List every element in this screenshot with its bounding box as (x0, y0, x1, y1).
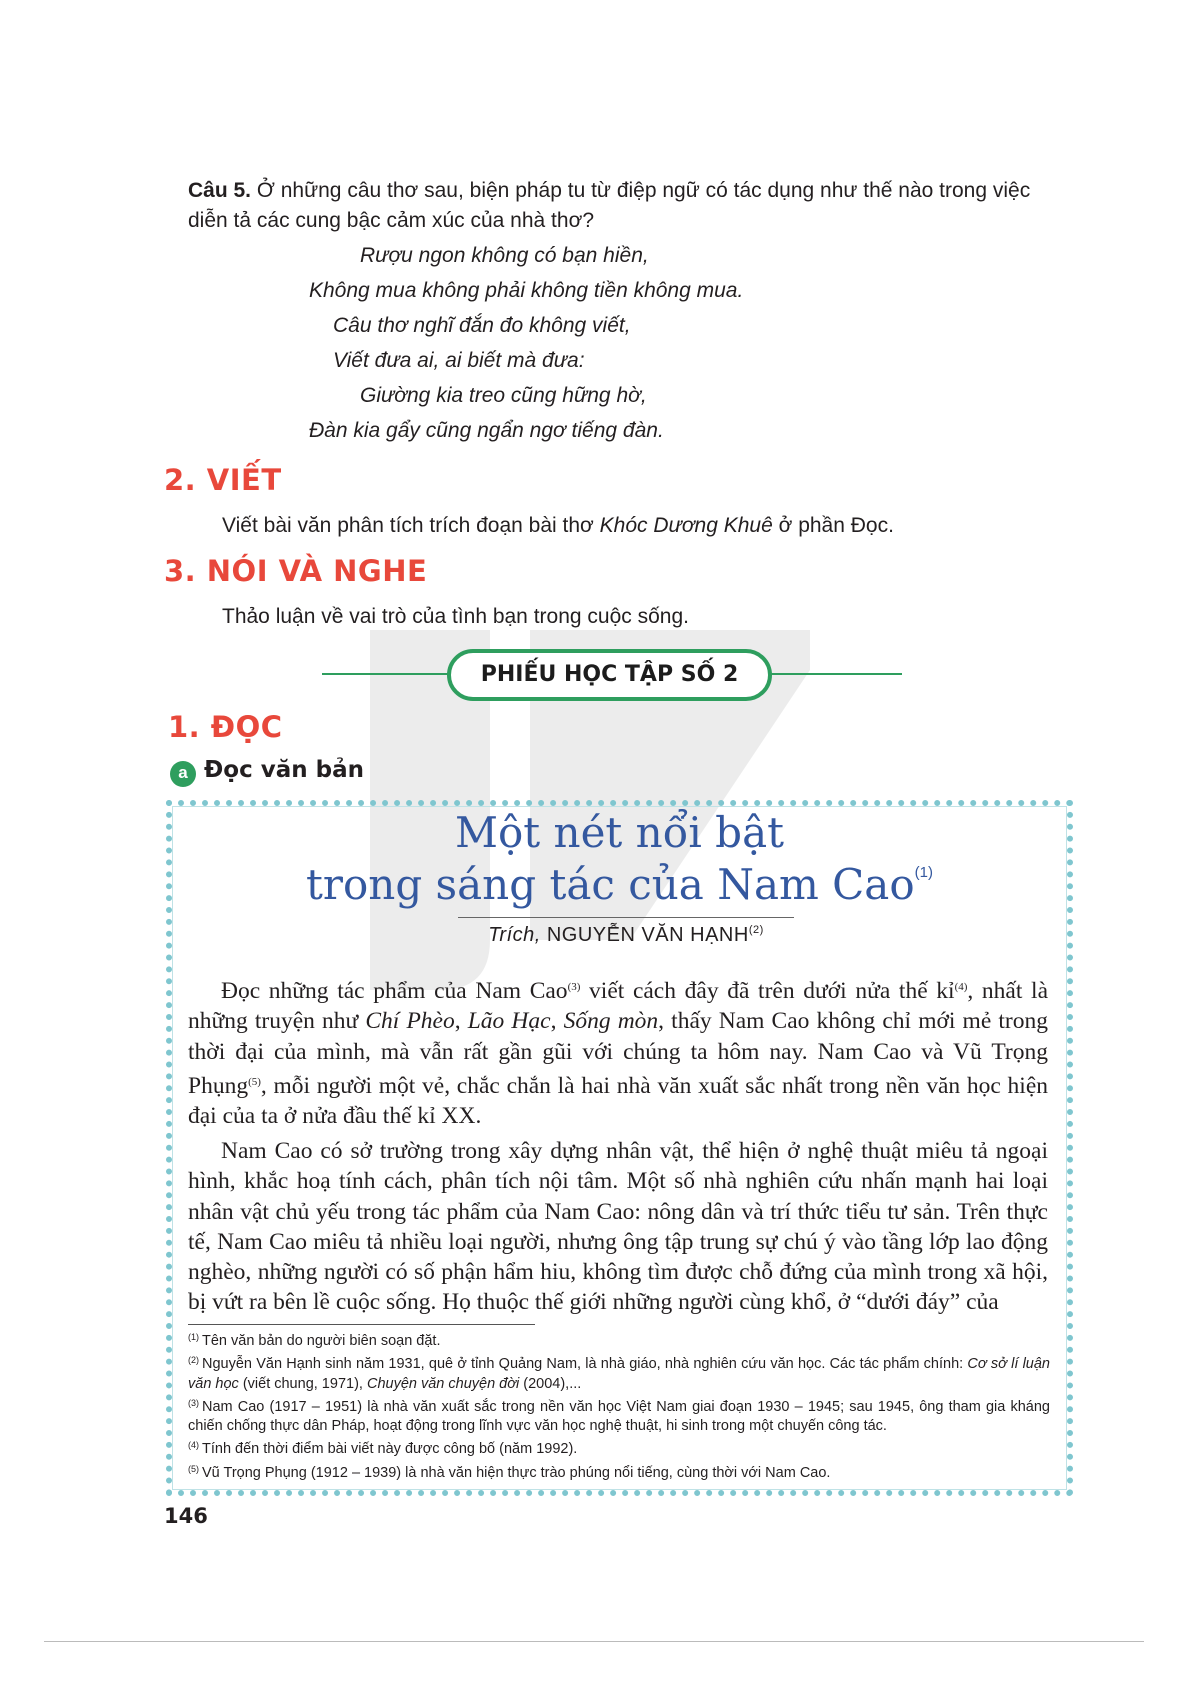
worksheet-banner: PHIẾU HỌC TẬP SỐ 2 (447, 649, 772, 701)
question-5-label: Câu 5. (188, 179, 252, 202)
work-title: Lão Hạc (467, 1008, 551, 1035)
footnote-ref: (1) (914, 864, 933, 881)
section-title-noi-va-nghe: 3. NÓI VÀ NGHE (164, 554, 428, 588)
footnote-3: $^{(3)}$ Nam Cao (1917 – 1951) là nhà văn xuất sắc trong nền văn học Việt Nam giai đoạn 1930 – 1945; sau 1945, ông tham gia kháng chiến chống thực dân Pháp, hoạt động trong lĩnh vực văn học nghệ thuật, hi sinh trong một chuyến công tác. (188, 1397, 1050, 1435)
footnote-2: $^{(2)}$ Nguyễn Văn Hạnh sinh năm 1931, quê ở tỉnh Quảng Nam, là nhà giáo, nhà nghiên cứu văn học. Các tác phẩm chính: Cơ sở lí luận văn học (viết chung, 1971), Chuyện văn chuyện đời (2004),... (188, 1355, 1050, 1392)
footnotes (188, 1328, 1050, 1483)
author-rule (458, 917, 794, 918)
work-title: Chí Phèo (365, 1008, 455, 1035)
subsection-heading: Đọc văn bản (204, 757, 364, 783)
poem-line: Giường kia treo cũng hững hờ, (360, 384, 647, 407)
footnote-5: $^{(5)}$ Vũ Trọng Phụng (1912 – 1939) là nhà văn hiện thực trào phúng nổi tiếng, cùng thời với Nam Cao. (188, 1463, 831, 1481)
poem-line: Đàn kia gẩy cũng ngẩn ngơ tiếng đàn. (309, 419, 664, 442)
writing-task-text: Viết bài văn phân tích trích đoạn bài thơ (222, 514, 600, 537)
poem-line: Không mua không phải không tiền không mua. (309, 279, 744, 302)
work-title: Sống mòn (563, 1008, 659, 1035)
writing-task-text-end: ở phần Đọc. (772, 514, 894, 537)
article-author (458, 924, 794, 947)
question-5 (188, 176, 1068, 236)
footnote-ref: (3) (567, 981, 581, 993)
footnote-rule (188, 1324, 535, 1325)
article-title-line-1: Một nét nổi bật (455, 808, 784, 857)
page-number: 146 (164, 1504, 208, 1528)
poem-line: Câu thơ nghĩ đắn đo không viết, (333, 314, 631, 337)
footnote-ref: (4) (954, 981, 968, 993)
article-title-line-2 (172, 860, 1067, 909)
author-name: NGUYỄN VĂN HẠNH (546, 924, 749, 946)
section-title-viet: 2. VIẾT (164, 463, 282, 497)
page-bottom-rule (44, 1641, 1144, 1642)
subsection-badge: a (170, 761, 196, 787)
footnote-1: $^{(1)}$ Tên văn bản do người biên soạn đặt. (188, 1332, 441, 1349)
article-paragraph-1: Đọc những tác phẩm của Nam Cao$^{(3)}$ viết cách đây đã trên dưới nửa thế kỉ$^{(4)}$, nhất là những truyện như Chí Phèo, Lão Hạc, Sống mòn, thấy Nam Cao không chỉ mới mẻ trong thời đại của mình, mà vẫn rất gần gũi với chúng ta hôm nay. Nam Cao và Vũ Trọng Phụng$^{(5)}$, mỗi người một vẻ, chắc chắn là hai nhà văn xuất sắc nhất trong nền văn học hiện đại của ta ở nửa đầu thế kỉ XX. (188, 978, 1048, 1130)
writing-task (222, 514, 894, 538)
footnote-4: $^{(4)}$ Tính đến thời điểm bài viết này được công bố (năm 1992). (188, 1440, 578, 1458)
poem-line: Rượu ngon không có bạn hiền, (360, 244, 649, 267)
question-5-text: Ở những câu thơ sau, biện pháp tu từ điệp ngữ có tác dụng như thế nào trong việc diễn tả các cung bậc cảm xúc của nhà thơ? (188, 179, 1031, 232)
speaking-task: Thảo luận về vai trò của tình bạn trong cuộc sống. (222, 605, 689, 628)
poem-line: Viết đưa ai, ai biết mà đưa: (333, 349, 585, 372)
article-paragraph-2: Nam Cao có sở trường trong xây dựng nhân vật, thể hiện ở nghệ thuật miêu tả ngoại hình, khắc hoạ tính cách, phân tích nội tâm. Một số nhà nghiên cứu nhấn mạnh hai loại nhân vật chủ yếu trong tác phẩm của Nam Cao: nông dân và trí thức tiểu tư sản. Trên thực tế, Nam Cao miêu tả nhiều loại người, nhưng ông tập trung sự chú ý vào tầng lớp lao động nghèo, những người có số phận hẩm hiu, không tìm được chỗ đứng của mình trong xã hội, bị vứt ra bên lề cuộc sống. Họ thuộc thế giới những người cùng khổ, ở “dưới đáy” của (188, 1138, 1048, 1316)
poem-title: Khóc Dương Khuê (599, 514, 773, 537)
footnote-ref: (2) (748, 924, 764, 936)
article-title-text: trong sáng tác của Nam Cao (306, 860, 915, 909)
footnote-ref: (5) (248, 1075, 261, 1088)
section-title-doc: 1. ĐỌC (168, 710, 283, 744)
author-prefix: Trích, (488, 924, 541, 946)
